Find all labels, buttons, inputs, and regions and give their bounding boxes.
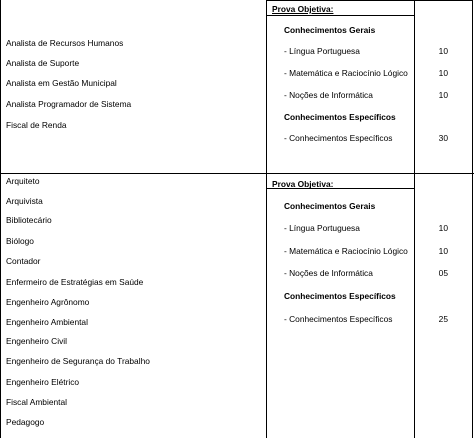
right-border — [472, 0, 473, 438]
exam-title: Prova Objetiva: — [272, 4, 334, 14]
subject-questions: 10 — [438, 246, 448, 256]
role-item: Fiscal de Renda — [6, 120, 67, 130]
subject-questions: 25 — [438, 314, 448, 324]
role-item: Bibliotecário — [6, 215, 52, 225]
left-border — [0, 0, 1, 438]
subject-questions: 30 — [438, 133, 448, 143]
subject-name: - Conhecimentos Específicos — [284, 133, 393, 143]
subject-questions: 10 — [438, 68, 448, 78]
role-item: Arquiteto — [6, 176, 40, 186]
block-divider — [0, 173, 474, 174]
role-item: Engenheiro de Segurança do Trabalho — [6, 356, 150, 366]
general-knowledge-heading: Conhecimentos Gerais — [284, 201, 376, 211]
subject-name: - Noções de Informática — [284, 90, 373, 100]
subject-name: - Noções de Informática — [284, 268, 373, 278]
role-item: Pedagogo — [6, 417, 45, 427]
role-item: Analista de Suporte — [6, 58, 80, 68]
subject-name: - Matemática e Raciocínio Lógico — [284, 68, 408, 78]
role-item: Contador — [6, 256, 41, 266]
subject-name: - Matemática e Raciocínio Lógico — [284, 246, 408, 256]
role-item: Engenheiro Ambiental — [6, 317, 88, 327]
table-top-border — [266, 0, 472, 1]
role-item: Engenheiro Civil — [6, 336, 67, 346]
header-underline — [266, 15, 414, 16]
exam-title: Prova Objetiva: — [272, 179, 334, 189]
role-item: Analista em Gestão Municipal — [6, 78, 117, 88]
subject-questions: 10 — [438, 90, 448, 100]
role-item: Arquivista — [6, 196, 43, 206]
subject-questions: 10 — [438, 46, 448, 56]
role-item: Analista Programador de Sistema — [6, 99, 132, 109]
specific-knowledge-heading: Conhecimentos Específicos — [284, 291, 396, 301]
questions-column-border — [414, 0, 415, 438]
roles-column-border — [266, 0, 267, 438]
role-item: Biólogo — [6, 236, 34, 246]
subject-name: - Língua Portuguesa — [284, 46, 360, 56]
subject-name: - Língua Portuguesa — [284, 223, 360, 233]
specific-knowledge-heading: Conhecimentos Específicos — [284, 112, 396, 122]
role-item: Analista de Recursos Humanos — [6, 38, 124, 48]
role-item: Fiscal Ambiental — [6, 397, 67, 407]
subject-name: - Conhecimentos Específicos — [284, 314, 393, 324]
role-item: Engenheiro Elétrico — [6, 377, 80, 387]
subject-questions: 05 — [438, 268, 448, 278]
subject-questions: 10 — [438, 223, 448, 233]
role-item: Enfermeiro de Estratégias em Saúde — [6, 277, 144, 287]
general-knowledge-heading: Conhecimentos Gerais — [284, 25, 376, 35]
role-item: Engenheiro Agrônomo — [6, 297, 90, 307]
